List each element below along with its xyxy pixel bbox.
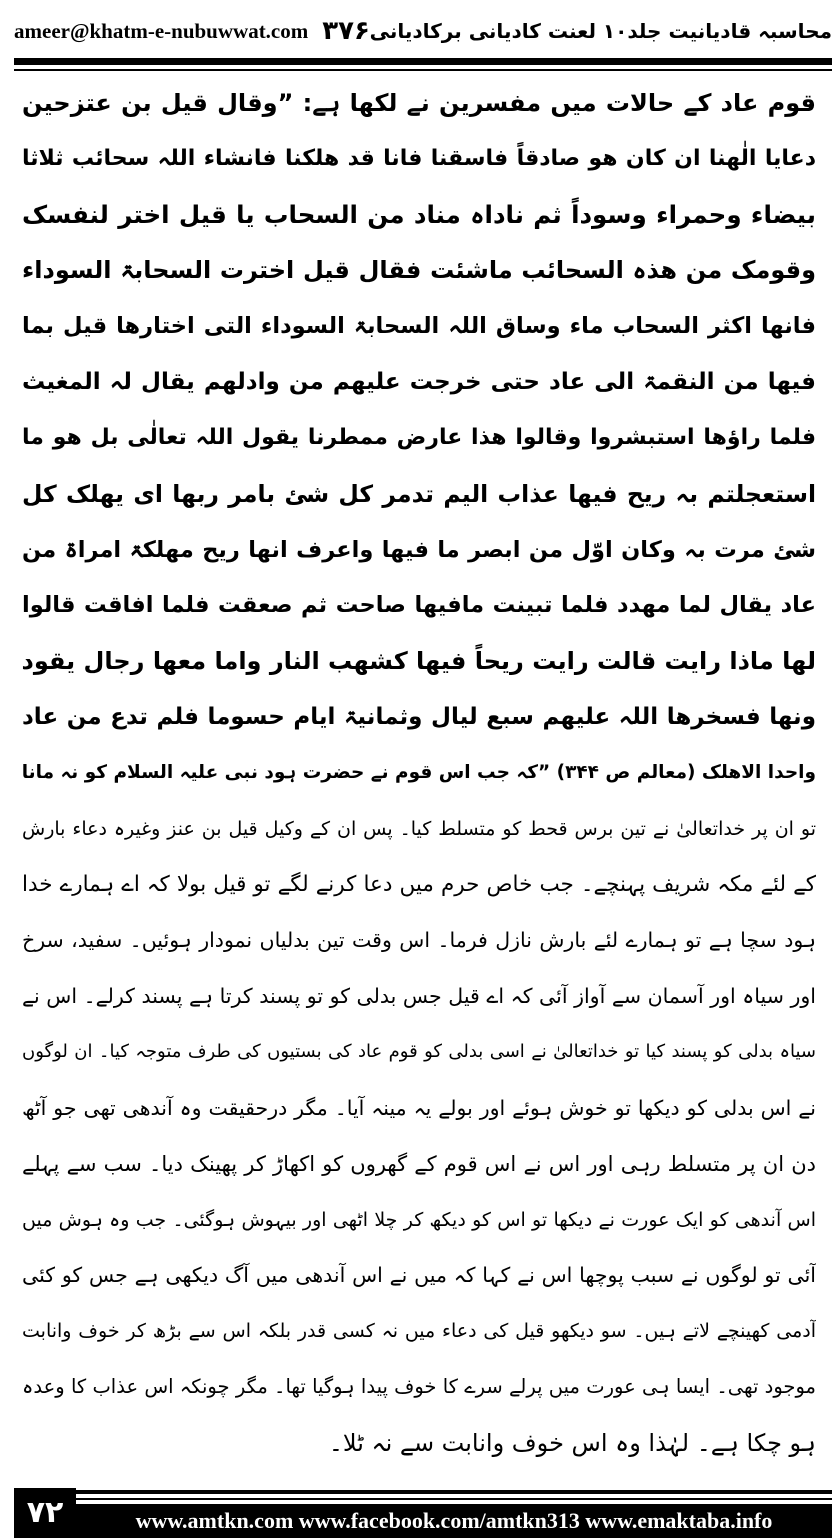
text-line: فیھا من النقمۃ الی عاد حتی خرجت علیھم من وادلھم یقال لہ المغیث: [22, 369, 816, 396]
text-line: شئ مرت بہ وکان اوّل من ابصر ما فیھا واعرف انھا ریح مھلکۃ امراۃ من: [22, 536, 816, 563]
text-line: آئی تو لوگوں نے سبب پوچھا اس نے کہا کہ میں نے اس آندھی میں آگ دیکھی ہے جس کو کئی: [22, 1263, 816, 1288]
text-line: کے لئے مکہ شریف پہنچے۔ جب خاص حرم میں دعا کرنے لگے تو قیل بولا کہ اے ہمارے خدا: [22, 871, 816, 897]
text-line: ہو چکا ہے۔ لہٰذا وہ اس خوف وانابت سے نہ ٹلا۔: [328, 1428, 816, 1457]
footer-divider-thin: [76, 1498, 832, 1500]
text-line: فلما راؤھا استبشروا وقالوا ھذا عارض ممطرنا یقول اللہ تعالٰی بل ھو ما: [22, 424, 816, 450]
footer-page-number: ۷۲: [14, 1488, 76, 1538]
text-line: وقومک من ھذہ السحائب ماشئت فقال قیل اخترت السحابۃ السوداء: [22, 256, 816, 285]
text-line: لھا ماذا رایت قالت رایت ریحاً فیھا کشھب النار واما معھا رجال یقود: [22, 647, 816, 676]
header-divider: [14, 58, 832, 65]
footer-websites: www.amtkn.com www.facebook.com/amtkn313 www.emaktaba.info: [76, 1504, 832, 1538]
header-book-title: محاسبہ قادیانیت جلد۱۰ لعنت کادیانی برکادیانی: [369, 19, 832, 43]
text-line: قوم عاد کے حالات میں مفسرین نے لکھا ہے: ”وقال قیل بن عتزحین: [22, 89, 816, 117]
header-email: ameer@khatm-e-nubuwwat.com: [14, 18, 309, 43]
text-line: استعجلتم بہ ریح فیھا عذاب الیم تدمر کل شئ بامر ربھا ای یھلک کل: [22, 479, 816, 508]
text-line: آدمی کھینچے لاتے ہیں۔ سو دیکھو قیل کی دعاء میں نہ کسی قدر بلکہ اس سے بڑھ کر خوف وانابت: [22, 1320, 816, 1343]
page-header: [14, 8, 832, 54]
text-line: سیاہ بدلی کو پسند کیا تو خداتعالیٰ نے اسی بدلی کو قوم عاد کی بستیوں کی طرف متوجہ کیا۔ ان لوگوں: [22, 1041, 816, 1063]
text-line: واحدا الاھلک (معالم ص ۳۴۴) ”کہ جب اس قوم نے حضرت ہود نبی علیہ السلام کو نہ مانا: [22, 761, 816, 783]
page-body-text: [22, 78, 816, 1468]
text-line: ہود سچا ہے تو ہمارے لئے بارش نازل فرما۔ اس وقت تین بدلیاں نمودار ہوئیں۔ سفید، سرخ: [22, 928, 816, 953]
header-divider-thin: [14, 69, 832, 71]
text-line: دعایا الٰھنا ان کان ھو صادقاً فاسقنا فانا قد ھلکنا فانشاء اللہ سحائب ثلاثا: [22, 145, 816, 171]
header-page-number: ۳۷۶: [322, 16, 370, 46]
text-line: موجود تھی۔ ایسا ہی عورت میں پرلے سرے کا خوف پیدا ہوگیا تھا۔ مگر چونکہ اس عذاب کا وعدہ: [22, 1375, 816, 1399]
text-line: نے اس بدلی کو دیکھا تو خوش ہوئے اور بولے یہ مینہ آیا۔ مگر درحقیقت وہ آندھی تھی جو آٹھ: [22, 1095, 816, 1120]
text-line: تو ان پر خداتعالیٰ نے تین برس قحط کو متسلط کیا۔ پس ان کے وکیل قیل بن عنز وغیرہ دعاء بارش: [22, 817, 816, 840]
text-line: عاد یقال لما مھدد فلما تبینت مافیھا صاحت ثم صعقت فلما افاقت قالوا: [22, 592, 816, 619]
text-line: ونھا فسخرھا اللہ علیھم سبع لیال وثمانیۃ ایام حسوما فلم تدع من عاد: [22, 704, 816, 731]
text-line: دن ان پر متسلط رہی اور اس نے اس قوم کے گھروں کو اکھاڑ کر پھینک دیا۔ سب سے پہلے: [22, 1151, 816, 1176]
text-line: اور سیاہ اور آسمان سے آواز آئی کہ اے قیل جس بدلی کو تو پسند کرتا ہے پسند کرلے۔ اس نے: [22, 984, 816, 1009]
text-line: بیضاء وحمراء وسوداً ثم ناداہ مناد من السحاب یا قیل اختر لنفسک: [22, 199, 816, 229]
text-line: اس آندھی کو ایک عورت نے دیکھا تو اس کو دیکھ کر چلا اٹھی اور بیہوش ہوگئی۔ جب وہ ہوش میں: [22, 1208, 816, 1231]
footer-divider: [76, 1490, 832, 1494]
text-line: فانھا اکثر السحاب ماء وساق اللہ السحابۃ السوداء التی اختارھا قیل بما: [22, 313, 816, 340]
